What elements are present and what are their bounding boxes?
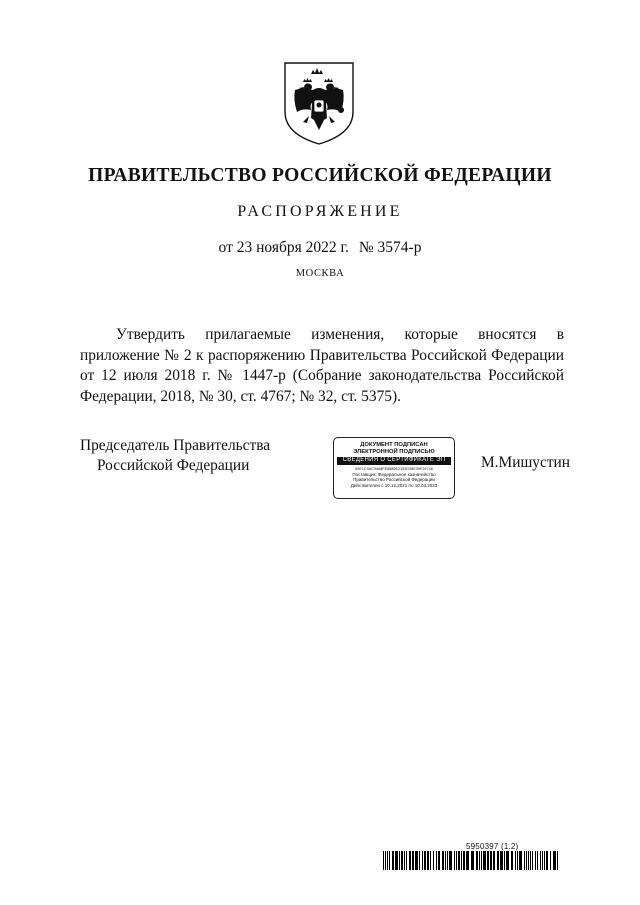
barcode-bar [544,851,545,870]
body-paragraph: Утвердить прилагаемые изменения, которые вносятся в приложение № 2 к распоряжению Правительства Российской Федерации от 12 июля 2018 г. № 1447-р (Собрание законодательства Российской Федерации, 2018, № 30, ст. 4767; № 32, ст. 5375). [80,326,564,405]
barcode-bar [524,851,525,870]
stamp-line2: ЭЛЕКТРОННОЙ ПОДПИСЬЮ [353,449,435,455]
barcode-bar [461,851,462,870]
stamp-certificate-header: СВЕДЕНИЯ О СЕРТИФИКАТЕ ЭП [337,457,451,465]
barcode-bar [422,851,423,870]
barcode-bar [412,851,414,870]
barcode-bar [537,851,538,870]
barcode-bar [540,851,541,870]
barcode-bar [419,851,420,870]
barcode-bar [497,851,499,870]
barcode-bar [385,851,386,870]
barcode-bar [445,851,446,870]
double-headed-eagle-icon [281,60,357,146]
barcode-bar [479,851,480,870]
barcode-bar [466,851,469,870]
barcode-bar [383,851,384,870]
barcode-bar [433,851,434,870]
barcode-bar [542,851,543,870]
barcode-bar [399,851,400,870]
barcode-bar [415,851,418,870]
document-code: 5950397 (1.2) [466,842,519,851]
document-date: от 23 ноября 2022 г. [218,239,349,256]
barcode-bar [511,851,513,870]
stamp-validity: Действителен с 10.12.2021 по 10.03.2023 [350,482,438,488]
barcode-bar [546,851,548,870]
document-number: № 3574-р [358,239,422,256]
barcode-bar [504,851,505,870]
barcode-bar [436,851,437,870]
barcode-bar [493,851,495,870]
barcode-bar [447,851,448,870]
signer-title [80,436,270,476]
signer-name: М.Мишустин [481,454,571,471]
barcode-bar [406,851,407,870]
barcode-bar [535,851,536,870]
barcode-bar [500,851,503,870]
coat-of-arms-emblem [281,60,357,146]
barcode-bar [395,851,398,870]
barcode-bar [483,851,486,870]
barcode-bar [463,851,465,870]
barcode-icon [383,851,559,870]
signer-title-line2: Российской Федерации [97,457,250,474]
barcode-bar [389,851,390,870]
barcode-bar [517,851,518,870]
barcode-bar [424,851,426,870]
barcode-bar [392,851,394,870]
barcode-bar [532,851,533,870]
signer-title-line1: Председатель Правительства [80,437,271,454]
barcode-bar [519,851,522,870]
barcode-bar [458,851,460,870]
barcode-bar [404,851,405,870]
barcode-bar [387,851,388,870]
stamp-issuer: Поставщик: Федеральное казначейство [352,471,436,477]
government-title: ПРАВИТЕЛЬСТВО РОССИЙСКОЙ ФЕДЕРАЦИИ [88,165,552,186]
barcode-bar [454,851,455,870]
electronic-signature-stamp [333,437,455,499]
barcode-bar [401,851,403,870]
barcode-bar [557,851,558,870]
barcode-bar [471,851,474,870]
barcode-bar [442,851,444,870]
barcode-bar [427,851,429,870]
barcode-bar [530,851,531,870]
document-type: РАСПОРЯЖЕНИЕ [237,203,403,220]
barcode-bar [430,851,431,870]
document-city: МОСКВА [295,268,345,279]
barcode-bar [476,851,478,870]
barcode-bar [481,851,482,870]
barcode-bar [449,851,452,870]
barcode-bar [456,851,457,870]
barcode-bar [438,851,440,870]
barcode-bar [528,851,529,870]
barcode-bar [526,851,527,870]
barcode-bar [409,851,411,870]
barcode-bar [515,851,516,870]
barcode-bar [490,851,492,870]
stamp-owner: Правительство Российской Федерации [353,477,435,483]
stamp-serial: 00E1C3AC9468FE8880E2153D38E39F29748 [355,466,433,471]
stamp-line1: ДОКУМЕНТ ПОДПИСАН [360,442,428,448]
barcode-bar [506,851,509,870]
barcode-bar [487,851,489,870]
barcode-bar [553,851,556,870]
barcode-bar [550,851,551,870]
document-date-line [0,239,640,257]
